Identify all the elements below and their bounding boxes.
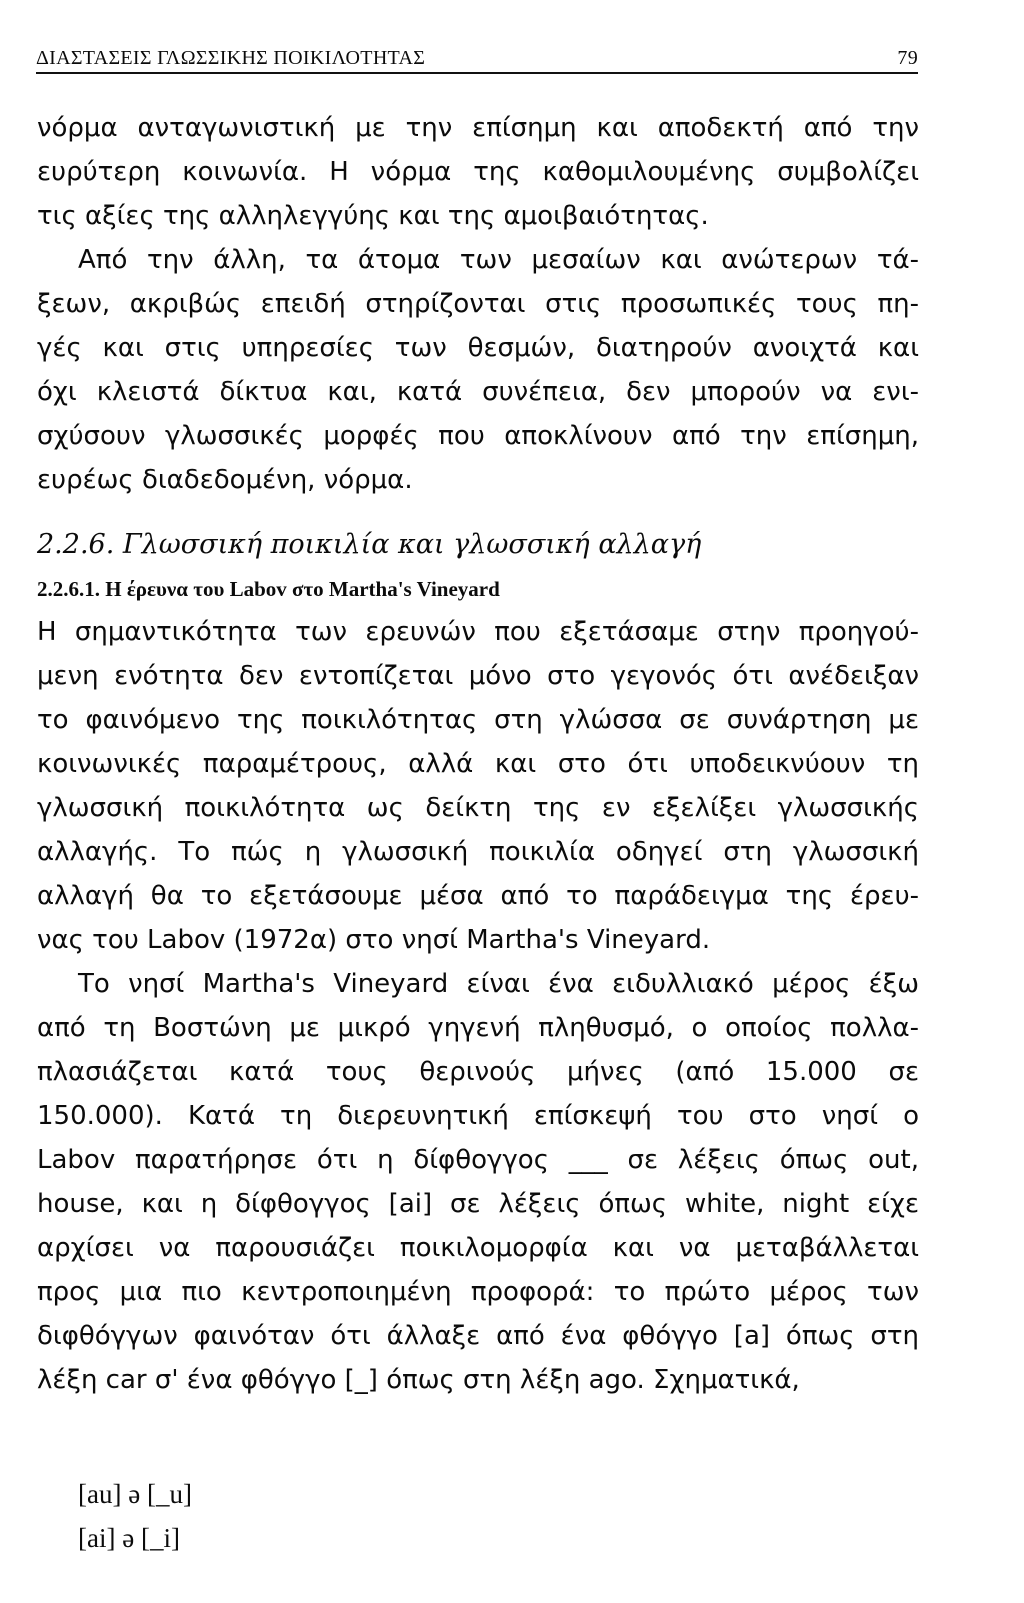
text-line: διφθόγγων φαινόταν ότι άλλαξε από ένα φθόγγο [a] όπως στη xyxy=(37,1321,919,1351)
text-line: 150.000). Κατά τη διερευνητική επίσκεψή του στο νησί ο xyxy=(37,1101,919,1131)
text-line: από τη Βοστώνη με μικρό γηγενή πληθυσμό, ο οποίος πολλα- xyxy=(37,1013,919,1043)
text-line: το φαινόμενο της ποικιλότητας στη γλώσσα σε συνάρτηση με xyxy=(37,705,919,735)
text-line: ξεων, ακριβώς επειδή στηρίζονται στις προσωπικές τους πη- xyxy=(37,289,919,319)
text-line: όχι κλειστά δίκτυα και, κατά συνέπεια, δεν μπορούν να ενι- xyxy=(37,377,919,407)
text-line: ευρέως διαδεδομένη, νόρμα. xyxy=(37,465,413,495)
phonetic-formula: [au] ə [_u] xyxy=(78,1479,192,1509)
text-line: τις αξίες της αλληλεγγύης και της αμοιβαιότητας. xyxy=(37,201,709,231)
subsection-heading: 2.2.6.1. Η έρευνα του Labov στο Martha's Vineyard xyxy=(37,577,500,601)
page-number: 79 xyxy=(897,47,918,69)
text-line: house, και η δίφθογγος [ai] σε λέξεις όπως white, night είχε xyxy=(37,1189,919,1219)
text-line: κοινωνικές παραμέτρους, αλλά και στο ότι υποδεικνύουν τη xyxy=(37,749,919,779)
text-line: αλλαγή θα το εξετάσουμε μέσα από το παράδειγμα της έρευ- xyxy=(37,881,919,911)
phonetic-formula: [ai] ə [_i] xyxy=(78,1523,180,1553)
text-line: προς μια πιο κεντροποιημένη προφορά: το πρώτο μέρος των xyxy=(37,1277,919,1307)
text-line: Η σημαντικότητα των ερευνών που εξετάσαμε στην προηγού- xyxy=(37,617,919,647)
text-line: Το νησί Martha's Vineyard είναι ένα ειδυλλιακό μέρος έξω xyxy=(78,969,919,999)
text-line: Labov παρατήρησε ότι η δίφθογγος ___ σε λέξεις όπως out, xyxy=(37,1145,919,1175)
text-line: πλασιάζεται κατά τους θερινούς μήνες (από 15.000 σε xyxy=(37,1057,919,1087)
text-line: γές και στις υπηρεσίες των θεσμών, διατηρούν ανοιχτά και xyxy=(37,333,919,363)
text-line: μενη ενότητα δεν εντοπίζεται μόνο στο γεγονός ότι ανέδειξαν xyxy=(37,661,919,691)
text-line: Από την άλλη, τα άτομα των μεσαίων και ανώτερων τά- xyxy=(78,245,919,275)
text-line: λέξη car σ' ένα φθόγγο [_] όπως στη λέξη ago. Σχηματικά, xyxy=(37,1365,800,1395)
running-header xyxy=(36,44,918,74)
text-line: σχύσουν γλωσσικές μορφές που αποκλίνουν από την επίσημη, xyxy=(37,421,919,451)
text-line: γλωσσική ποικιλότητα ως δείκτη της εν εξελίξει γλωσσικής xyxy=(37,793,919,823)
running-title: ΔΙΑΣΤΑΣΕΙΣ ΓΛΩΣΣΙΚΗΣ ΠΟΙΚΙΛΟΤΗΤΑΣ xyxy=(36,47,426,69)
text-line: νόρμα ανταγωνιστική με την επίσημη και αποδεκτή από την xyxy=(37,113,919,143)
text-line: αρχίσει να παρουσιάζει ποικιλομορφία και να μεταβάλλεται xyxy=(37,1233,919,1263)
text-line: νας του Labov (1972α) στο νησί Martha's Vineyard. xyxy=(37,925,711,955)
text-line: αλλαγής. Το πώς η γλωσσική ποικιλία οδηγεί στη γλωσσική xyxy=(37,837,919,867)
text-line: ευρύτερη κοινωνία. Η νόρμα της καθομιλουμένης συμβολίζει xyxy=(37,157,919,187)
section-heading: 2.2.6. Γλωσσική ποικιλία και γλωσσική αλλαγή xyxy=(37,529,702,560)
